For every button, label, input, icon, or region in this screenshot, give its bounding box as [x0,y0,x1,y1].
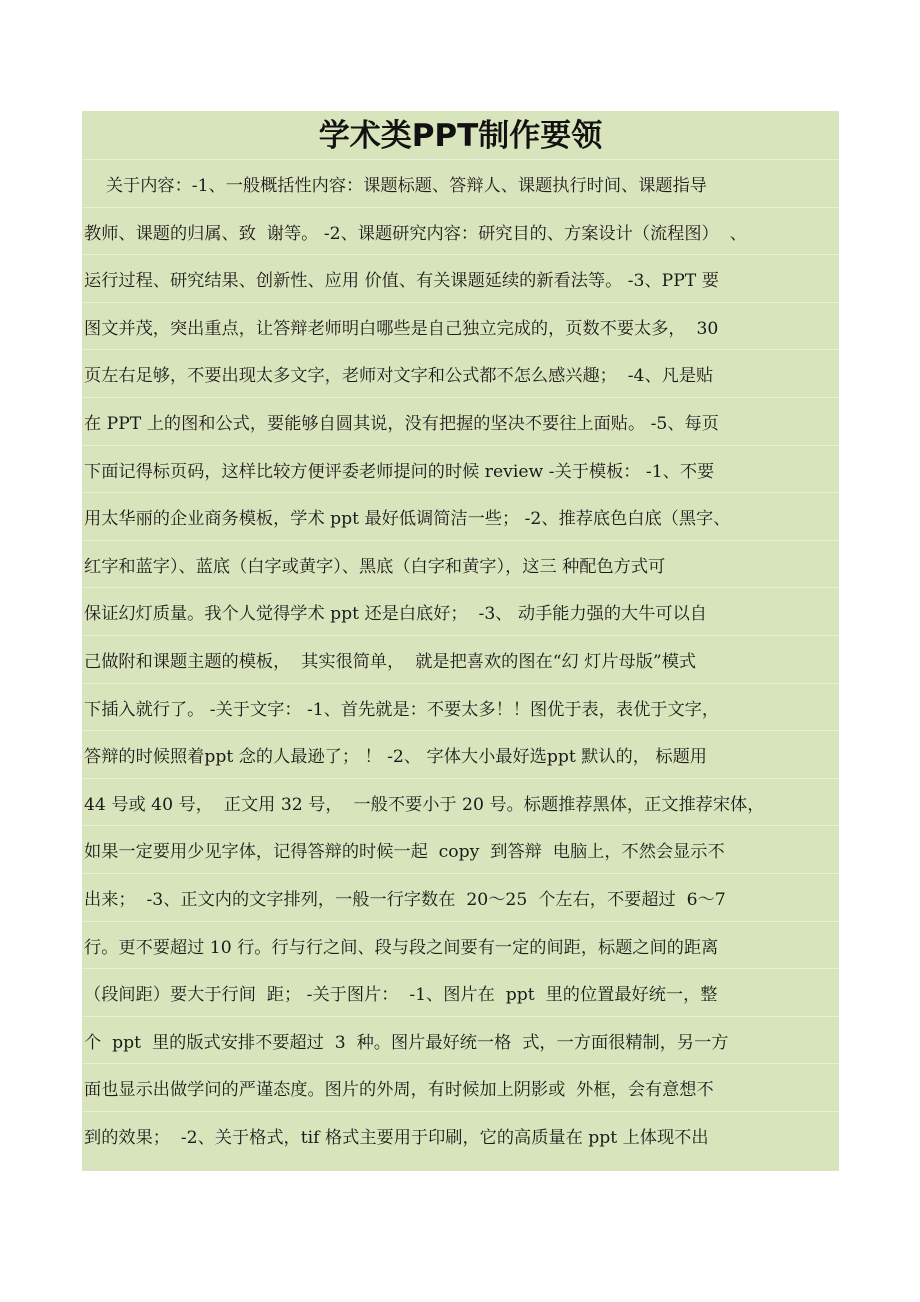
body-text-line: 关于内容：-1、一般概括性内容：课题标题、答辩人、课题执行时间、课题指导 [84,176,707,196]
row-divider [82,397,839,398]
body-text-line: （段间距）要大于行间 距； -关于图片： -1、图片在 ppt 里的位置最好统一，整 [84,985,718,1006]
row-divider [82,207,839,208]
body-text-line: 出来； -3、正文内的文字排列，一般一行字数在 20～25 个左右，不要超过 6～7 [84,890,726,910]
row-divider [82,302,839,303]
row-divider [82,492,839,493]
body-text-line: 教师、课题的归属、致 谢等。 -2、课题研究内容：研究目的、方案设计（流程图） 、 [84,223,747,244]
row-divider [82,587,839,588]
row-divider [82,778,839,779]
document-title: 学术类PPT制作要领 [318,118,603,154]
row-divider [82,635,839,636]
body-text-line: 答辩的时候照着ppt 念的人最逊了； ！ -2、 字体大小最好选ppt 默认的， 标题用 [84,747,707,768]
body-text-line: 页左右足够，不要出现太多文字，老师对文字和公式都不怎么感兴趣； -4、凡是贴 [84,366,714,387]
body-text-line: 如果一定要用少见字体，记得答辩的时候一起 copy 到答辩 电脑上，不然会显示不 [84,842,725,863]
body-text-line: 图文并茂，突出重点，让答辩老师明白哪些是自己独立完成的，页数不要太多， 30 [84,318,719,339]
body-text-line: 用太华丽的企业商务模板，学术 ppt 最好低调简洁一些； -2、推荐底色白底（黑字、 [84,509,731,530]
body-text-line: 44 号或 40 号， 正文用 32 号， 一般不要小于 20 号。标题推荐黑体，正文推荐宋体， [84,794,765,815]
body-text-line: 运行过程、研究结果、创新性、应用 价值、有关课题延续的新看法等。 -3、PPT 要 [84,271,719,292]
row-divider [82,873,839,874]
row-divider [82,1063,839,1064]
body-text-line: 保证幻灯质量。我个人觉得学术 ppt 还是白底好； -3、 动手能力强的大牛可以自 [84,604,707,625]
body-text-line: 己做附和课题主题的模板， 其实很简单， 就是把喜欢的图在“幻 灯片母版”模式 [84,652,697,672]
body-text-line: 到的效果； -2、关于格式，tif 格式主要用于印刷，它的高质量在 ppt 上体现不出 [84,1128,709,1148]
row-divider [82,1111,839,1112]
row-divider [82,921,839,922]
row-divider [82,445,839,446]
row-divider [82,540,839,541]
body-text-line: 下面记得标页码，这样比较方便评委老师提问的时候 review -关于模板： -1、不要 [84,461,715,482]
row-divider [82,1016,839,1017]
row-divider [82,159,839,160]
row-divider [82,254,839,255]
row-divider [82,349,839,350]
body-text-line: 个 ppt 里的版式安排不要超过 3 种。图片最好统一格 式，一方面很精制，另一方 [84,1032,729,1053]
row-divider [82,730,839,731]
row-divider [82,825,839,826]
row-divider [82,683,839,684]
row-divider [82,968,839,969]
body-text-line: 行。更不要超过 10 行。行与行之间、段与段之间要有一定的间距，标题之间的距离 [84,937,719,958]
body-text-line: 在 PPT 上的图和公式，要能够自圆其说，没有把握的坚决不要往上面贴。 -5、每页 [84,414,719,434]
body-text-line: 面也显示出做学问的严谨态度。图片的外周，有时候加上阴影或 外框，会有意想不 [84,1080,714,1101]
body-text-line: 下插入就行了。 -关于文字： -1、首先就是：不要太多！！图优于表，表优于文字， [84,699,720,720]
body-text-line: 红字和蓝字）、蓝底（白字或黄字）、黑底（白字和黄字），这三 种配色方式可 [84,556,666,577]
